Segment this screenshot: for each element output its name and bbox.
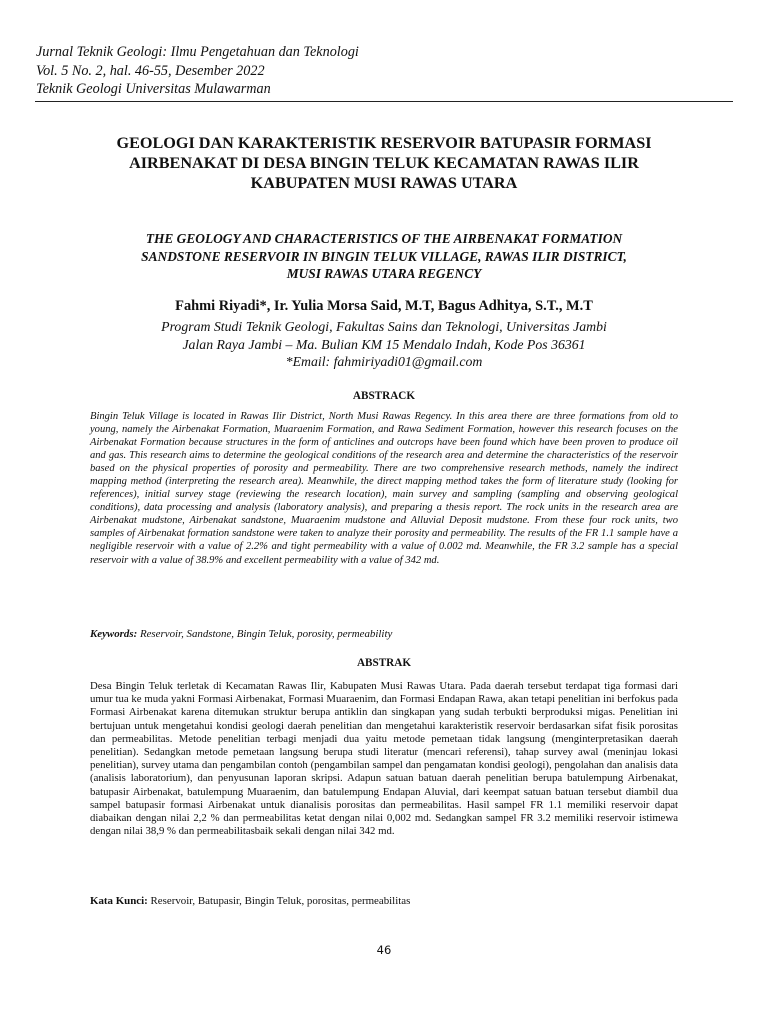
keywords-en [90, 628, 392, 640]
title-en-line: THE GEOLOGY AND CHARACTERISTICS OF THE AIRBENAKAT FORMATION [145, 231, 623, 246]
keywords-id-label: Kata Kunci: [90, 895, 148, 907]
title-id-line: AIRBENAKAT DI DESA BINGIN TELUK KECAMATAN RAWAS ILIR [129, 154, 639, 172]
paper-title-english [80, 230, 688, 283]
journal-publisher: Teknik Geologi Universitas Mulawarman [36, 81, 271, 98]
paper-title-indonesian [70, 133, 698, 193]
affiliation-department: Program Studi Teknik Geologi, Fakultas Sains dan Teknologi, Universitas Jambi [161, 319, 607, 334]
affiliation [40, 318, 728, 371]
journal-name: Jurnal Teknik Geologi: Ilmu Pengetahuan dan Teknologi [36, 44, 359, 60]
title-id-line: GEOLOGI DAN KARAKTERISTIK RESERVOIR BATUPASIR FORMASI [116, 134, 652, 152]
title-en-line: SANDSTONE RESERVOIR IN BINGIN TELUK VILLAGE, RAWAS ILIR DISTRICT, [141, 248, 627, 264]
affiliation-address: Jalan Raya Jambi – Ma. Bulian KM 15 Mendalo Indah, Kode Pos 36361 [182, 336, 586, 352]
keywords-id-list: Reservoir, Batupasir, Bingin Teluk, porositas, permeabilitas [150, 895, 411, 907]
journal-volume: Vol. 5 No. 2, hal. 46-55, Desember 2022 [36, 62, 265, 79]
keywords-en-label: Keywords: [90, 628, 138, 640]
keywords-id [90, 895, 410, 907]
author-list: Fahmi Riyadi*, Ir. Yulia Morsa Said, M.T, Bagus Adhitya, S.T., M.T [175, 298, 593, 314]
abstract-en-body: Bingin Teluk Village is located in Rawas Ilir District, North Musi Rawas Regency. In this area there are three formations from old to young, namely the Airbenakat Formation, Muaraenim Formation, and Rawa Sediment Formation, however this research focuses on the Airbenakat Formation because structures in the form of anticlines and outcrops have been found which have been proven to produce oil and gas. This research aims to determine the geological conditions of the research area and determine the characteristics of the reservoir based on the physical properties of porosity and permeability. There are two comprehensive research methods, namely the indirect mapping method (interpreting the research area). Meanwhile, the direct mapping method takes the form of literature study (looking for references), initial survey stage (reviewing the research location), main survey and sampling (sampling and observing geological conditions), data processing and analysis (laboratory analysis), and preparing a thesis report. The rock units in the research area are Airbenakat mudstone, Airbenakat sandstone, Muaraenim mudstone and Alluvial Deposit mudstone. From these four rock units, two samples of Airbenakat formation sandstone were taken to analyze their porosity and permeability. The results of the FR 1.1 sample have a negligible reservoir with a value of 2.2% and tight permeability with a value of 0.002 md. Meanwhile, the FR 3.2 sample has a special reservoir with a value of 38.9% and excellent permeability with a value of 342 md. [90, 411, 678, 566]
page-number: 46 [376, 943, 392, 957]
abstract-id-heading: ABSTRAK [356, 657, 412, 669]
keywords-en-list: Reservoir, Sandstone, Bingin Teluk, porosity, permeability [139, 628, 393, 640]
author-email: *Email: fahmiriyadi01@gmail.com [285, 354, 483, 369]
header-divider [35, 101, 733, 102]
abstract-en-heading: ABSTRACK [352, 390, 416, 402]
abstract-id-body: Desa Bingin Teluk terletak di Kecamatan Rawas Ilir, Kabupaten Musi Rawas Utara. Pada daerah tersebut terdapat tiga formasi dari umur tua ke muda yakni Formasi Airbenakat, Formasi Muaraenim, dan Formasi Endapan Rawa, akan tetapi penelitian ini berfokus pada Formasi Airbenakat karena ditemukan struktur berupa antiklin dan singkapan yang sudah terbukti berproduksi migas. Penelitian ini bertujuan untuk mengetahui kondisi geologi daerah penelitian dan mengetahui karakteristik reservoir berdasarkan sifat fisik porositas dan permeabilitas. Metode penelitian terbagi menjadi dua yaitu metode pemetaan tidak langsung (menginterpretasikan daerah penelitian). Sedangkan metode pemetaan langsung berupa studi literatur (mencari referensi), tahap survey awal (meninjau lokasi penelitian), survey utama dan pengambilan contoh (pengambilan sampel dan pengamatan kondisi geologi), pengolahan dan analisis data (analisis laboratorium), dan penyusunan laporan skripsi. Adapun satuan batuan daerah penelitian berupa batulempung Airbenakat, batupasir Airbenakat, batulempung Muaraenim, dan batulempung Endapan Aluvial, dari keempat satuan batuan tersebut diambil dua sampel batupasir formasi Airbenakat untuk dianalisis porositas dan permeabilitas. Hasil sampel FR 1.1 memiliki reservoir dapat diabaikan dengan nilai 2,2 % dan permeabilitas ketat dengan nilai 0,002 md. Sedangkan sampel FR 3.2 memiliki reservoir istimewa dengan nilai 38,9 % dan permeabilitasbaik sekali dengan nilai 342 md. [90, 680, 678, 838]
journal-header [36, 43, 359, 99]
title-en-line: MUSI RAWAS UTARA REGENCY [286, 266, 482, 281]
title-id-line: KABUPATEN MUSI RAWAS UTARA [250, 174, 518, 192]
